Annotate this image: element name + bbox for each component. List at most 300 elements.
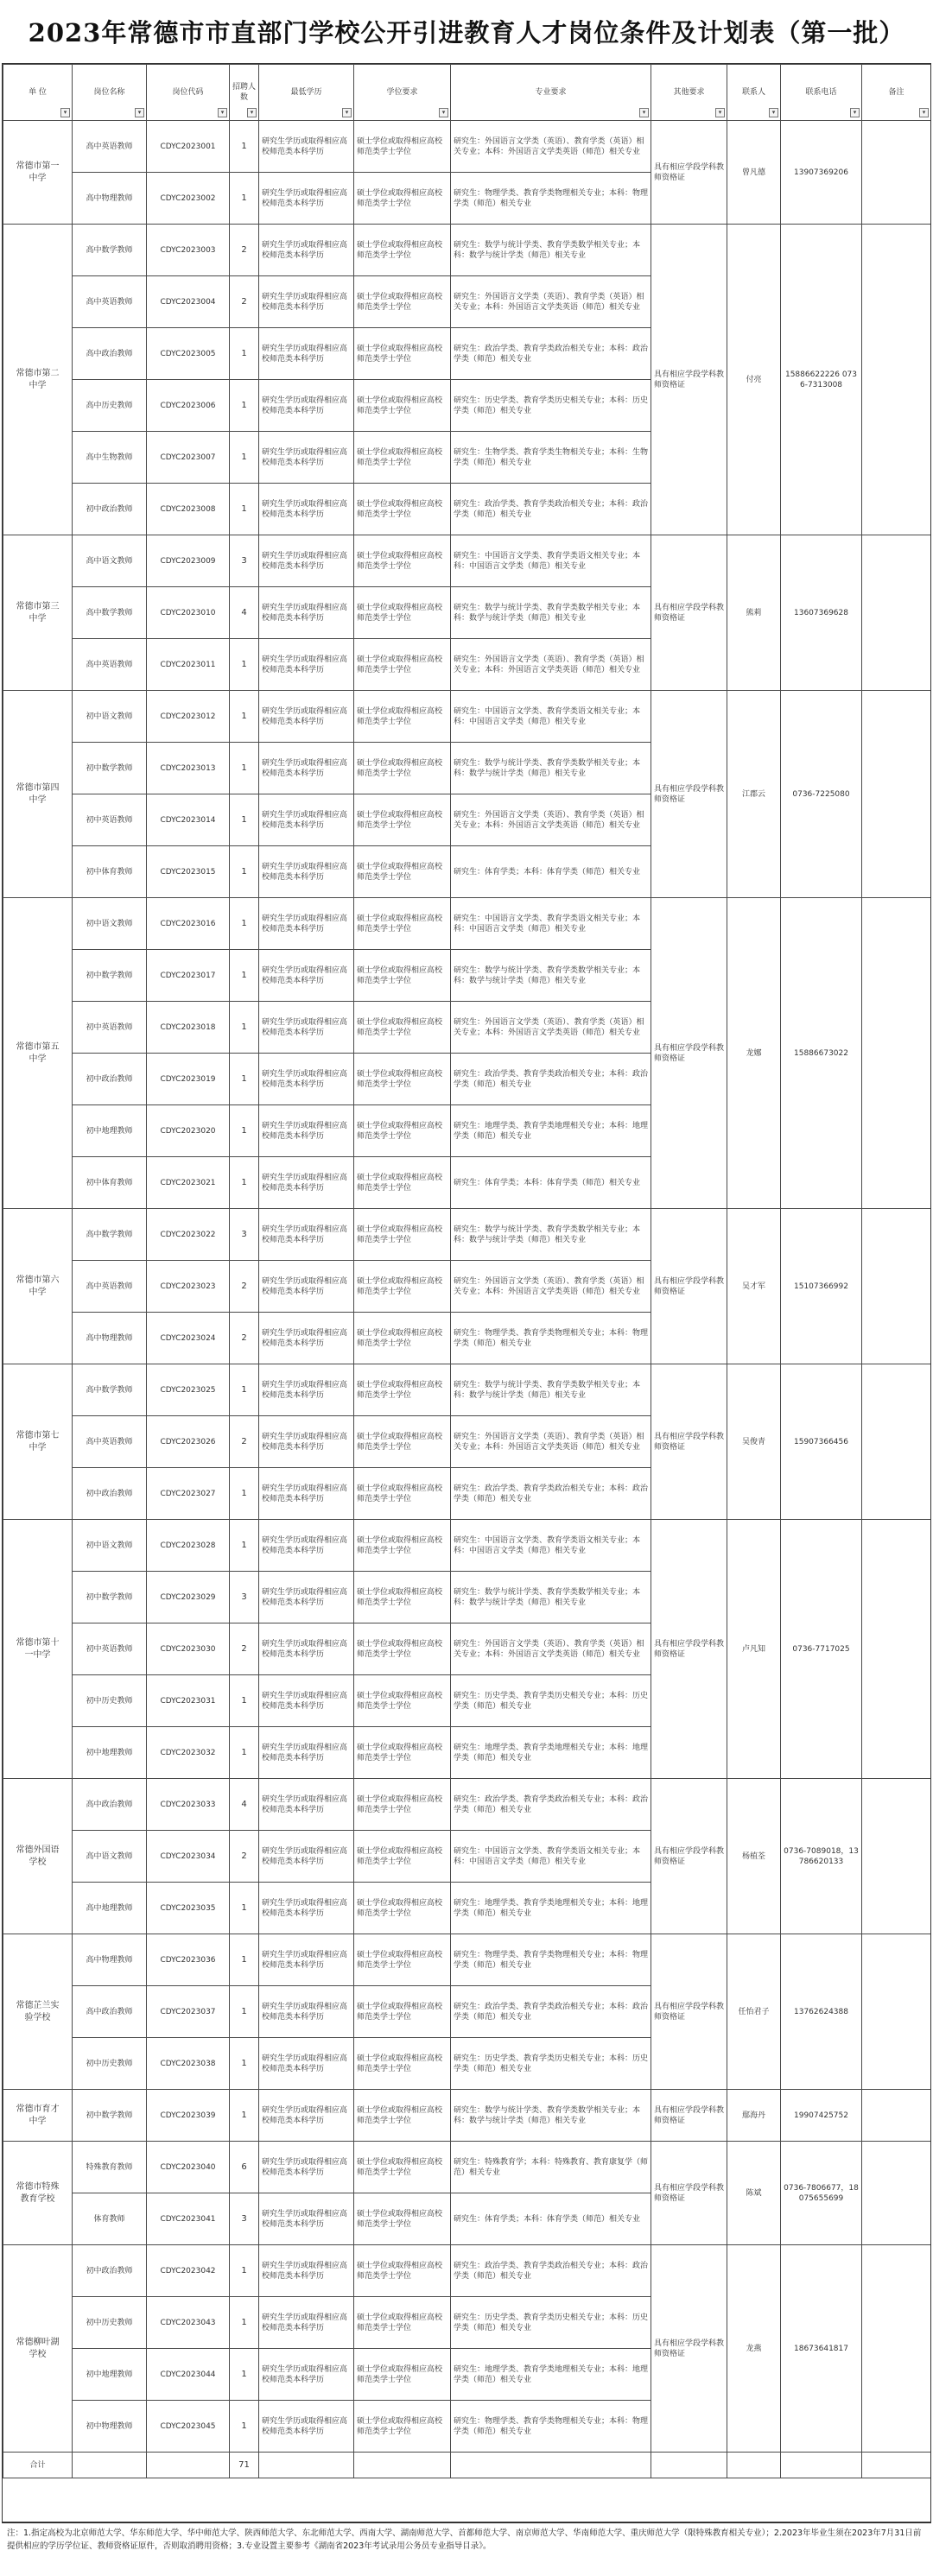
min-education-cell: 研究生学历或取得相应高校师范类本科学历: [259, 276, 354, 328]
footnote: 注：1.指定高校为北京师范大学、华东师范大学、华中师范大学、陕西师范大学、东北师范大学、西南大学、湖南师范大学、首都师范大学、南京师范大学、华南师范大学、重庆师范大学（限特殊教育相关专业）；2.2023年毕业生须在2023年7月31日前提供相应的学历学位证、教师资格证原件，否则取消聘用资格；3.专业设置主要参考《湖南省2023年考试录用公务员专业指导目录》。: [2, 2522, 931, 2576]
major-cell: 研究生：政治学类、教育学类政治相关专业；本科：政治学类（师范）相关专业: [451, 1986, 651, 2038]
header-label: 最低学历: [290, 88, 322, 97]
phone-cell: 13607369628: [781, 535, 862, 691]
post-name-cell: 初中语文教师: [73, 1520, 147, 1572]
degree-cell: 硕士学位或取得相应高校师范类学士学位: [354, 1675, 451, 1727]
degree-cell: 硕士学位或取得相应高校师范类学士学位: [354, 432, 451, 484]
post-code-cell: CDYC2023007: [147, 432, 230, 484]
major-cell: 研究生：政治学类、教育学类政治相关专业；本科：政治学类（师范）相关专业: [451, 1779, 651, 1831]
dropdown-arrow-icon[interactable]: ▾: [919, 108, 929, 117]
post-name-cell: 高中英语教师: [73, 121, 147, 173]
post-code-cell: CDYC2023033: [147, 1779, 230, 1831]
major-cell: 研究生：特殊教育学；本科：特殊教育、教育康复学（师范）相关专业: [451, 2142, 651, 2193]
post-code-cell: CDYC2023039: [147, 2090, 230, 2142]
major-cell: 研究生：外国语言文学类（英语）、教育学类（英语）相关专业；本科：外国语言文学类英语（师范）相关专业: [451, 121, 651, 173]
post-name-cell: 高中数学教师: [73, 1209, 147, 1261]
post-code-cell: CDYC2023018: [147, 1002, 230, 1054]
hire-count-cell: 3: [230, 1572, 259, 1623]
min-education-cell: 研究生学历或取得相应高校师范类本科学历: [259, 691, 354, 743]
post-code-cell: CDYC2023029: [147, 1572, 230, 1623]
dropdown-arrow-icon[interactable]: ▾: [439, 108, 448, 117]
hire-count-cell: 4: [230, 1779, 259, 1831]
post-name-cell: 初中英语教师: [73, 794, 147, 846]
hire-count-cell: 4: [230, 587, 259, 639]
min-education-cell: 研究生学历或取得相应高校师范类本科学历: [259, 846, 354, 898]
hire-count-cell: 2: [230, 1313, 259, 1364]
hire-count-cell: 1: [230, 639, 259, 691]
post-name-cell: 高中物理教师: [73, 1313, 147, 1364]
table-row: [3, 535, 931, 587]
empty-cell: [73, 2453, 147, 2478]
degree-cell: 硕士学位或取得相应高校师范类学士学位: [354, 1313, 451, 1364]
unit-cell: 常德市第二中学: [3, 225, 73, 535]
post-code-cell: CDYC2023001: [147, 121, 230, 173]
remarks-cell: [862, 535, 931, 691]
post-code-cell: CDYC2023024: [147, 1313, 230, 1364]
hire-count-cell: 1: [230, 432, 259, 484]
header-label: 单 位: [29, 88, 47, 97]
post-name-cell: 初中语文教师: [73, 691, 147, 743]
remarks-cell: [862, 1209, 931, 1364]
post-code-cell: CDYC2023031: [147, 1675, 230, 1727]
min-education-cell: 研究生学历或取得相应高校师范类本科学历: [259, 2401, 354, 2453]
hire-count-cell: 1: [230, 1520, 259, 1572]
major-cell: 研究生：体育学类；本科：体育学类（师范）相关专业: [451, 2193, 651, 2245]
major-cell: 研究生：外国语言文学类（英语）、教育学类（英语）相关专业；本科：外国语言文学类英语（师范）相关专业: [451, 639, 651, 691]
post-name-cell: 初中政治教师: [73, 2245, 147, 2297]
empty-cell: [354, 2453, 451, 2478]
major-cell: 研究生：数学与统计学类、教育学类数学相关专业；本科：数学与统计学类（师范）相关专业: [451, 1572, 651, 1623]
header-unit: [3, 65, 73, 121]
post-name-cell: 高中生物教师: [73, 432, 147, 484]
contact-cell: 龙娜: [727, 898, 781, 1209]
min-education-cell: 研究生学历或取得相应高校师范类本科学历: [259, 225, 354, 276]
major-cell: 研究生：外国语言文学类（英语）、教育学类（英语）相关专业；本科：外国语言文学类英语（师范）相关专业: [451, 276, 651, 328]
post-code-cell: CDYC2023042: [147, 2245, 230, 2297]
post-name-cell: 高中英语教师: [73, 639, 147, 691]
post-code-cell: CDYC2023026: [147, 1416, 230, 1468]
hire-count-cell: 3: [230, 1209, 259, 1261]
unit-cell: 常德市第五中学: [3, 898, 73, 1209]
post-name-cell: 体育教师: [73, 2193, 147, 2245]
hire-count-cell: 3: [230, 535, 259, 587]
degree-cell: 硕士学位或取得相应高校师范类学士学位: [354, 1623, 451, 1675]
min-education-cell: 研究生学历或取得相应高校师范类本科学历: [259, 2038, 354, 2090]
other-requirements-cell: 具有相应学段学科教师资格证: [651, 2142, 727, 2245]
major-cell: 研究生：历史学类、教育学类历史相关专业；本科：历史学类（师范）相关专业: [451, 1675, 651, 1727]
major-cell: 研究生：物理学类、教育学类物理相关专业；本科：物理学类（师范）相关专业: [451, 173, 651, 225]
hire-count-cell: 1: [230, 1054, 259, 1105]
post-code-cell: CDYC2023016: [147, 898, 230, 950]
post-code-cell: CDYC2023030: [147, 1623, 230, 1675]
post-code-cell: CDYC2023013: [147, 743, 230, 794]
dropdown-arrow-icon[interactable]: ▾: [769, 108, 778, 117]
post-name-cell: 初中历史教师: [73, 1675, 147, 1727]
remarks-cell: [862, 898, 931, 1209]
other-requirements-cell: 具有相应学段学科教师资格证: [651, 898, 727, 1209]
phone-cell: 15107366992: [781, 1209, 862, 1364]
major-cell: 研究生：政治学类、教育学类政治相关专业；本科：政治学类（师范）相关专业: [451, 484, 651, 535]
header-label: 联系电话: [805, 88, 837, 97]
post-name-cell: 高中政治教师: [73, 1986, 147, 2038]
post-name-cell: 初中语文教师: [73, 898, 147, 950]
contact-cell: 付亮: [727, 225, 781, 535]
unit-cell: 常德市第四中学: [3, 691, 73, 898]
post-code-cell: CDYC2023012: [147, 691, 230, 743]
dropdown-arrow-icon[interactable]: ▾: [218, 108, 227, 117]
phone-cell: 13907369206: [781, 121, 862, 225]
table-row: [3, 2142, 931, 2193]
degree-cell: 硕士学位或取得相应高校师范类学士学位: [354, 1054, 451, 1105]
post-code-cell: CDYC2023023: [147, 1261, 230, 1313]
header-remarks: [862, 65, 931, 121]
degree-cell: 硕士学位或取得相应高校师范类学士学位: [354, 1883, 451, 1934]
post-name-cell: 高中语文教师: [73, 1831, 147, 1883]
major-cell: 研究生：历史学类、教育学类历史相关专业；本科：历史学类（师范）相关专业: [451, 380, 651, 432]
min-education-cell: 研究生学历或取得相应高校师范类本科学历: [259, 380, 354, 432]
post-name-cell: 初中体育教师: [73, 1157, 147, 1209]
post-code-cell: CDYC2023004: [147, 276, 230, 328]
phone-cell: 15886673022: [781, 898, 862, 1209]
unit-cell: 常德芷兰实验学校: [3, 1934, 73, 2090]
major-cell: 研究生：数学与统计学类、教育学类数学相关专业；本科：数学与统计学类（师范）相关专业: [451, 1364, 651, 1416]
post-name-cell: 初中英语教师: [73, 1623, 147, 1675]
hire-count-cell: 1: [230, 950, 259, 1002]
post-code-cell: CDYC2023021: [147, 1157, 230, 1209]
min-education-cell: 研究生学历或取得相应高校师范类本科学历: [259, 743, 354, 794]
degree-cell: 硕士学位或取得相应高校师范类学士学位: [354, 1986, 451, 2038]
hire-count-cell: 6: [230, 2142, 259, 2193]
hire-count-cell: 2: [230, 1416, 259, 1468]
major-cell: 研究生：地理学类、教育学类地理相关专业；本科：地理学类（师范）相关专业: [451, 1883, 651, 1934]
post-code-cell: CDYC2023043: [147, 2297, 230, 2349]
hire-count-cell: 3: [230, 2193, 259, 2245]
major-cell: 研究生：历史学类、教育学类历史相关专业；本科：历史学类（师范）相关专业: [451, 2038, 651, 2090]
degree-cell: 硕士学位或取得相应高校师范类学士学位: [354, 2090, 451, 2142]
post-name-cell: 初中历史教师: [73, 2038, 147, 2090]
other-requirements-cell: 具有相应学段学科教师资格证: [651, 1364, 727, 1520]
header-label: 招聘人数: [232, 83, 257, 102]
post-name-cell: 高中英语教师: [73, 1261, 147, 1313]
post-code-cell: CDYC2023010: [147, 587, 230, 639]
remarks-cell: [862, 225, 931, 535]
table-row: [3, 898, 931, 950]
min-education-cell: 研究生学历或取得相应高校师范类本科学历: [259, 535, 354, 587]
degree-cell: 硕士学位或取得相应高校师范类学士学位: [354, 1934, 451, 1986]
table-row: [3, 1364, 931, 1416]
hire-count-cell: 1: [230, 2401, 259, 2453]
hire-count-cell: 1: [230, 173, 259, 225]
min-education-cell: 研究生学历或取得相应高校师范类本科学历: [259, 1157, 354, 1209]
major-cell: 研究生：物理学类、教育学类物理相关专业；本科：物理学类（师范）相关专业: [451, 2401, 651, 2453]
major-cell: 研究生：历史学类、教育学类历史相关专业；本科：历史学类（师范）相关专业: [451, 2297, 651, 2349]
contact-cell: 卢凡知: [727, 1520, 781, 1779]
major-cell: 研究生：物理学类、教育学类物理相关专业；本科：物理学类（师范）相关专业: [451, 1313, 651, 1364]
degree-cell: 硕士学位或取得相应高校师范类学士学位: [354, 484, 451, 535]
dropdown-arrow-icon[interactable]: ▾: [850, 108, 860, 117]
header-contact: [727, 65, 781, 121]
min-education-cell: 研究生学历或取得相应高校师范类本科学历: [259, 484, 354, 535]
contact-cell: 曾凡德: [727, 121, 781, 225]
empty-cell: [781, 2453, 862, 2478]
degree-cell: 硕士学位或取得相应高校师范类学士学位: [354, 950, 451, 1002]
major-cell: 研究生：外国语言文学类（英语）、教育学类（英语）相关专业；本科：外国语言文学类英语（师范）相关专业: [451, 1416, 651, 1468]
min-education-cell: 研究生学历或取得相应高校师范类本科学历: [259, 1416, 354, 1468]
empty-cell: [862, 2453, 931, 2478]
table-row: [3, 1934, 931, 1986]
major-cell: 研究生：中国语言文学类、教育学类语文相关专业；本科：中国语言文学类（师范）相关专业: [451, 1831, 651, 1883]
post-code-cell: CDYC2023009: [147, 535, 230, 587]
min-education-cell: 研究生学历或取得相应高校师范类本科学历: [259, 2349, 354, 2401]
post-name-cell: 初中政治教师: [73, 484, 147, 535]
major-cell: 研究生：物理学类、教育学类物理相关专业；本科：物理学类（师范）相关专业: [451, 1934, 651, 1986]
major-cell: 研究生：体育学类；本科：体育学类（师范）相关专业: [451, 1157, 651, 1209]
post-name-cell: 初中英语教师: [73, 1002, 147, 1054]
header-row: [3, 65, 931, 121]
min-education-cell: 研究生学历或取得相应高校师范类本科学历: [259, 1313, 354, 1364]
major-cell: 研究生：外国语言文学类（英语）、教育学类（英语）相关专业；本科：外国语言文学类英语（师范）相关专业: [451, 1002, 651, 1054]
phone-cell: 15907366456: [781, 1364, 862, 1520]
degree-cell: 硕士学位或取得相应高校师范类学士学位: [354, 1105, 451, 1157]
min-education-cell: 研究生学历或取得相应高校师范类本科学历: [259, 1572, 354, 1623]
remarks-cell: [862, 691, 931, 898]
total-row: [3, 2453, 931, 2478]
post-name-cell: 初中地理教师: [73, 1105, 147, 1157]
major-cell: 研究生：地理学类、教育学类地理相关专业；本科：地理学类（师范）相关专业: [451, 2349, 651, 2401]
major-cell: 研究生：政治学类、教育学类政治相关专业；本科：政治学类（师范）相关专业: [451, 328, 651, 380]
major-cell: 研究生：外国语言文学类（英语）、教育学类（英语）相关专业；本科：外国语言文学类英语（师范）相关专业: [451, 1261, 651, 1313]
min-education-cell: 研究生学历或取得相应高校师范类本科学历: [259, 1986, 354, 2038]
post-code-cell: CDYC2023022: [147, 1209, 230, 1261]
hire-count-cell: 2: [230, 1261, 259, 1313]
empty-cell: [259, 2453, 354, 2478]
remarks-cell: [862, 1520, 931, 1779]
post-name-cell: 初中历史教师: [73, 2297, 147, 2349]
post-code-cell: CDYC2023003: [147, 225, 230, 276]
unit-cell: 常德市第十一中学: [3, 1520, 73, 1779]
major-cell: 研究生：生物学类、教育学类生物相关专业；本科：生物学类（师范）相关专业: [451, 432, 651, 484]
major-cell: 研究生：数学与统计学类、教育学类数学相关专业；本科：数学与统计学类（师范）相关专业: [451, 587, 651, 639]
contact-cell: 龙燕: [727, 2245, 781, 2453]
post-name-cell: 高中数学教师: [73, 225, 147, 276]
major-cell: 研究生：数学与统计学类、教育学类数学相关专业；本科：数学与统计学类（师范）相关专业: [451, 2090, 651, 2142]
remarks-cell: [862, 121, 931, 225]
min-education-cell: 研究生学历或取得相应高校师范类本科学历: [259, 121, 354, 173]
min-education-cell: 研究生学历或取得相应高校师范类本科学历: [259, 1727, 354, 1779]
min-education-cell: 研究生学历或取得相应高校师范类本科学历: [259, 2193, 354, 2245]
table-row: [3, 1779, 931, 1831]
post-code-cell: CDYC2023008: [147, 484, 230, 535]
degree-cell: 硕士学位或取得相应高校师范类学士学位: [354, 1468, 451, 1520]
min-education-cell: 研究生学历或取得相应高校师范类本科学历: [259, 1883, 354, 1934]
min-education-cell: 研究生学历或取得相应高校师范类本科学历: [259, 1002, 354, 1054]
degree-cell: 硕士学位或取得相应高校师范类学士学位: [354, 1416, 451, 1468]
other-requirements-cell: 具有相应学段学科教师资格证: [651, 1779, 727, 1934]
unit-cell: 常德市育才中学: [3, 2090, 73, 2142]
min-education-cell: 研究生学历或取得相应高校师范类本科学历: [259, 950, 354, 1002]
post-code-cell: CDYC2023025: [147, 1364, 230, 1416]
min-education-cell: 研究生学历或取得相应高校师范类本科学历: [259, 1209, 354, 1261]
contact-cell: 吴才军: [727, 1209, 781, 1364]
min-education-cell: 研究生学历或取得相应高校师范类本科学历: [259, 1468, 354, 1520]
other-requirements-cell: 具有相应学段学科教师资格证: [651, 225, 727, 535]
post-code-cell: CDYC2023044: [147, 2349, 230, 2401]
unit-cell: 常德市第三中学: [3, 535, 73, 691]
min-education-cell: 研究生学历或取得相应高校师范类本科学历: [259, 898, 354, 950]
min-education-cell: 研究生学历或取得相应高校师范类本科学历: [259, 794, 354, 846]
hire-count-cell: 1: [230, 2038, 259, 2090]
dropdown-arrow-icon[interactable]: ▾: [247, 108, 257, 117]
hire-count-cell: 1: [230, 691, 259, 743]
dropdown-arrow-icon[interactable]: ▾: [639, 108, 649, 117]
post-code-cell: CDYC2023035: [147, 1883, 230, 1934]
hire-count-cell: 1: [230, 121, 259, 173]
post-name-cell: 高中英语教师: [73, 276, 147, 328]
contact-cell: 陈斌: [727, 2142, 781, 2245]
post-code-cell: CDYC2023005: [147, 328, 230, 380]
major-cell: 研究生：外国语言文学类（英语）、教育学类（英语）相关专业；本科：外国语言文学类英语（师范）相关专业: [451, 1623, 651, 1675]
dropdown-arrow-icon[interactable]: ▾: [342, 108, 352, 117]
degree-cell: 硕士学位或取得相应高校师范类学士学位: [354, 2193, 451, 2245]
degree-cell: 硕士学位或取得相应高校师范类学士学位: [354, 2245, 451, 2297]
degree-cell: 硕士学位或取得相应高校师范类学士学位: [354, 794, 451, 846]
hire-count-cell: 1: [230, 1157, 259, 1209]
post-code-cell: CDYC2023015: [147, 846, 230, 898]
degree-cell: 硕士学位或取得相应高校师范类学士学位: [354, 121, 451, 173]
degree-cell: 硕士学位或取得相应高校师范类学士学位: [354, 2401, 451, 2453]
empty-cell: [147, 2453, 230, 2478]
post-name-cell: 高中数学教师: [73, 1364, 147, 1416]
contact-cell: 江郡云: [727, 691, 781, 898]
degree-cell: 硕士学位或取得相应高校师范类学士学位: [354, 587, 451, 639]
dropdown-arrow-icon[interactable]: ▾: [715, 108, 725, 117]
degree-cell: 硕士学位或取得相应高校师范类学士学位: [354, 276, 451, 328]
post-code-cell: CDYC2023002: [147, 173, 230, 225]
post-name-cell: 特殊教育教师: [73, 2142, 147, 2193]
remarks-cell: [862, 2142, 931, 2245]
header-label: 联系人: [741, 88, 765, 97]
min-education-cell: 研究生学历或取得相应高校师范类本科学历: [259, 1934, 354, 1986]
major-cell: 研究生：政治学类、教育学类政治相关专业；本科：政治学类（师范）相关专业: [451, 1054, 651, 1105]
post-name-cell: 高中政治教师: [73, 1779, 147, 1831]
post-code-cell: CDYC2023028: [147, 1520, 230, 1572]
degree-cell: 硕士学位或取得相应高校师范类学士学位: [354, 380, 451, 432]
hire-count-cell: 1: [230, 2090, 259, 2142]
unit-cell: 常德市第七中学: [3, 1364, 73, 1520]
hire-count-cell: 1: [230, 1934, 259, 1986]
post-name-cell: 初中数学教师: [73, 743, 147, 794]
min-education-cell: 研究生学历或取得相应高校师范类本科学历: [259, 1779, 354, 1831]
post-name-cell: 高中语文教师: [73, 535, 147, 587]
page-title: 2023年常德市市直部门学校公开引进教育人才岗位条件及计划表（第一批）: [28, 17, 905, 47]
total-count-cell: 71: [230, 2453, 259, 2478]
min-education-cell: 研究生学历或取得相应高校师范类本科学历: [259, 1520, 354, 1572]
post-code-cell: CDYC2023037: [147, 1986, 230, 2038]
min-education-cell: 研究生学历或取得相应高校师范类本科学历: [259, 1105, 354, 1157]
post-name-cell: 初中物理教师: [73, 2401, 147, 2453]
degree-cell: 硕士学位或取得相应高校师范类学士学位: [354, 743, 451, 794]
contact-cell: 吴俊青: [727, 1364, 781, 1520]
degree-cell: 硕士学位或取得相应高校师范类学士学位: [354, 1520, 451, 1572]
post-code-cell: CDYC2023045: [147, 2401, 230, 2453]
degree-cell: 硕士学位或取得相应高校师范类学士学位: [354, 1572, 451, 1623]
min-education-cell: 研究生学历或取得相应高校师范类本科学历: [259, 639, 354, 691]
hire-count-cell: 2: [230, 1831, 259, 1883]
major-cell: 研究生：中国语言文学类、教育学类语文相关专业；本科：中国语言文学类（师范）相关专业: [451, 1520, 651, 1572]
degree-cell: 硕士学位或取得相应高校师范类学士学位: [354, 639, 451, 691]
min-education-cell: 研究生学历或取得相应高校师范类本科学历: [259, 1054, 354, 1105]
degree-cell: 硕士学位或取得相应高校师范类学士学位: [354, 1779, 451, 1831]
table-row: [3, 1520, 931, 1572]
post-name-cell: 初中政治教师: [73, 1054, 147, 1105]
header-other-requirements: [651, 65, 727, 121]
unit-cell: 常德外国语学校: [3, 1779, 73, 1934]
unit-cell: 常德市特殊教育学校: [3, 2142, 73, 2245]
min-education-cell: 研究生学历或取得相应高校师范类本科学历: [259, 1364, 354, 1416]
post-code-cell: CDYC2023027: [147, 1468, 230, 1520]
post-name-cell: 初中数学教师: [73, 950, 147, 1002]
post-code-cell: CDYC2023017: [147, 950, 230, 1002]
post-name-cell: 高中物理教师: [73, 1934, 147, 1986]
post-code-cell: CDYC2023040: [147, 2142, 230, 2193]
other-requirements-cell: 具有相应学段学科教师资格证: [651, 691, 727, 898]
phone-cell: 18673641817: [781, 2245, 862, 2453]
hire-count-cell: 1: [230, 2349, 259, 2401]
post-name-cell: 初中地理教师: [73, 1727, 147, 1779]
major-cell: 研究生：政治学类、教育学类政治相关专业；本科：政治学类（师范）相关专业: [451, 2245, 651, 2297]
remarks-cell: [862, 1364, 931, 1520]
dropdown-arrow-icon[interactable]: ▾: [60, 108, 70, 117]
min-education-cell: 研究生学历或取得相应高校师范类本科学历: [259, 1675, 354, 1727]
table-row: [3, 1209, 931, 1261]
contact-cell: 熊莉: [727, 535, 781, 691]
header-hire-count: [230, 65, 259, 121]
header-major: [451, 65, 651, 121]
degree-cell: 硕士学位或取得相应高校师范类学士学位: [354, 328, 451, 380]
dropdown-arrow-icon[interactable]: ▾: [135, 108, 144, 117]
major-cell: 研究生：地理学类、教育学类地理相关专业；本科：地理学类（师范）相关专业: [451, 1727, 651, 1779]
major-cell: 研究生：中国语言文学类、教育学类语文相关专业；本科：中国语言文学类（师范）相关专业: [451, 691, 651, 743]
post-name-cell: 高中政治教师: [73, 328, 147, 380]
header-min-education: [259, 65, 354, 121]
post-name-cell: 初中地理教师: [73, 2349, 147, 2401]
hire-count-cell: 1: [230, 1105, 259, 1157]
table-row: [3, 225, 931, 276]
degree-cell: 硕士学位或取得相应高校师范类学士学位: [354, 898, 451, 950]
min-education-cell: 研究生学历或取得相应高校师范类本科学历: [259, 587, 354, 639]
hire-count-cell: 1: [230, 380, 259, 432]
min-education-cell: 研究生学历或取得相应高校师范类本科学历: [259, 432, 354, 484]
header-degree: [354, 65, 451, 121]
major-cell: 研究生：数学与统计学类、教育学类数学相关专业；本科：数学与统计学类（师范）相关专业: [451, 950, 651, 1002]
major-cell: 研究生：数学与统计学类、教育学类数学相关专业；本科：数学与统计学类（师范）相关专业: [451, 743, 651, 794]
post-name-cell: 高中地理教师: [73, 1883, 147, 1934]
degree-cell: 硕士学位或取得相应高校师范类学士学位: [354, 1209, 451, 1261]
major-cell: 研究生：数学与统计学类、教育学类数学相关专业；本科：数学与统计学类（师范）相关专业: [451, 1209, 651, 1261]
post-code-cell: CDYC2023019: [147, 1054, 230, 1105]
major-cell: 研究生：外国语言文学类（英语）、教育学类（英语）相关专业；本科：外国语言文学类英语（师范）相关专业: [451, 794, 651, 846]
hire-count-cell: 1: [230, 328, 259, 380]
other-requirements-cell: 具有相应学段学科教师资格证: [651, 1520, 727, 1779]
post-code-cell: CDYC2023032: [147, 1727, 230, 1779]
min-education-cell: 研究生学历或取得相应高校师范类本科学历: [259, 2297, 354, 2349]
post-code-cell: CDYC2023020: [147, 1105, 230, 1157]
hire-count-cell: 1: [230, 484, 259, 535]
degree-cell: 硕士学位或取得相应高校师范类学士学位: [354, 1364, 451, 1416]
hire-count-cell: 1: [230, 1883, 259, 1934]
other-requirements-cell: 具有相应学段学科教师资格证: [651, 1209, 727, 1364]
degree-cell: 硕士学位或取得相应高校师范类学士学位: [354, 691, 451, 743]
